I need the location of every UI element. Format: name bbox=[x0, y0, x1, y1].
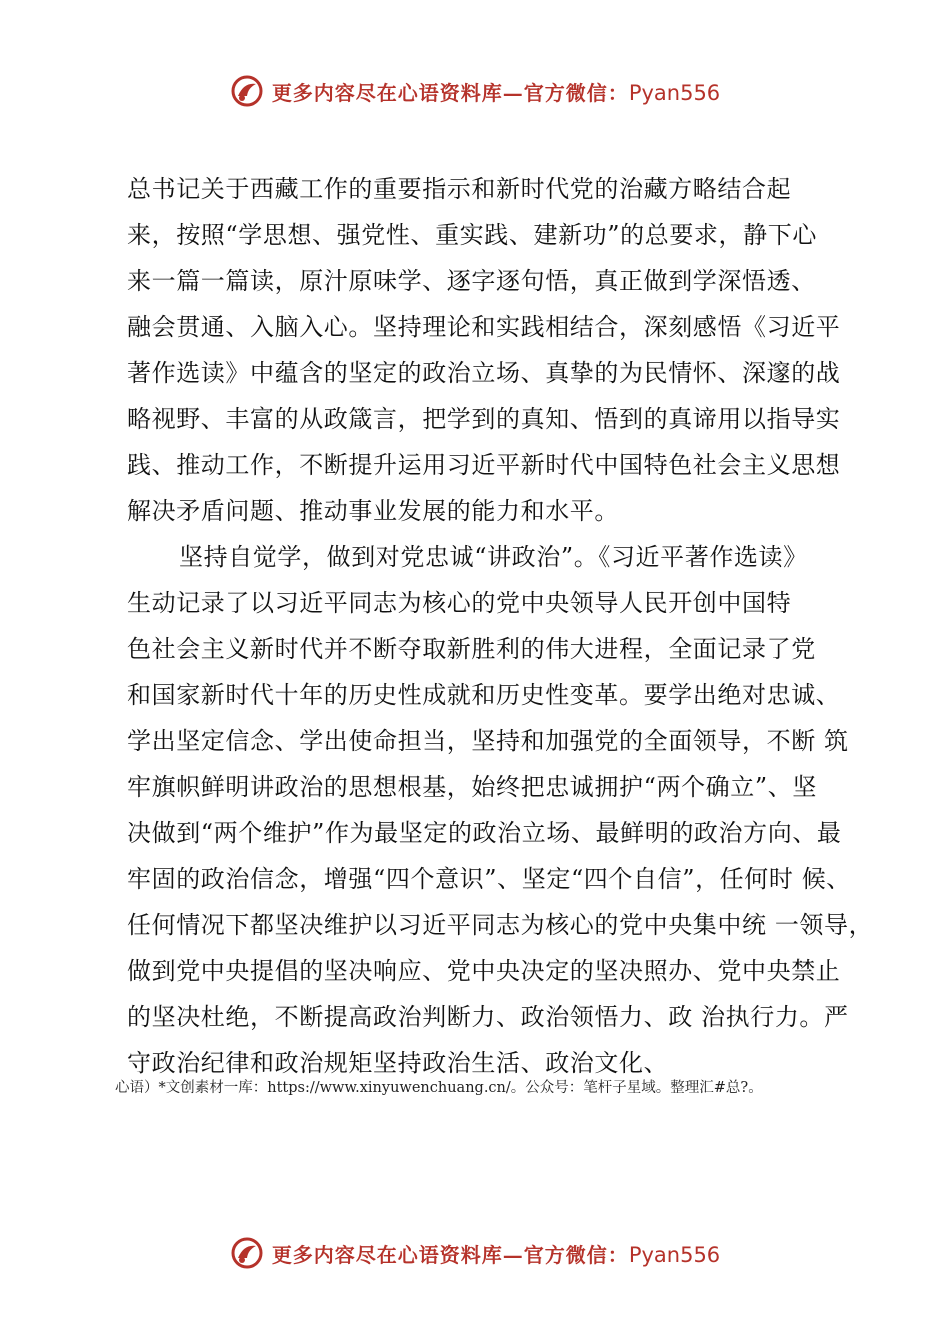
document-body bbox=[127, 166, 874, 1086]
text-line: 践、推动工作，不断提升运用习近平新时代中国特色社会主义思想 bbox=[127, 451, 841, 479]
text-line: 略视野、丰富的从政箴言，把学到的真知、悟到的真谛用以指导实 bbox=[127, 405, 841, 433]
watermark-text: 更多内容尽在心语资料库—官方微信：Pyan556 bbox=[271, 80, 721, 105]
paragraph-1 bbox=[127, 166, 867, 534]
watermark-text: 更多内容尽在心语资料库—官方微信：Pyan556 bbox=[271, 1242, 721, 1267]
footnote: 心语）*文创素材一库：https://www.xinyuwenchuang.cn/。公众号：笔杆子星域。整理汇#总?。 bbox=[115, 1080, 763, 1096]
watermark-wechat-id: Pyan556 bbox=[628, 80, 721, 105]
brand-logo-icon bbox=[230, 74, 264, 108]
text-line: 学出坚定信念、学出使命担当，坚持和加强党的全面领导，不断 筑 bbox=[127, 727, 849, 755]
text-line: 生动记录了以习近平同志为核心的党中央领导人民开创中国特 bbox=[127, 589, 792, 617]
footer-watermark bbox=[0, 1236, 950, 1270]
text-line: 色社会主义新时代并不断夺取新胜利的伟大进程，全面记录了党 bbox=[127, 635, 816, 663]
text-line: 总书记关于西藏工作的重要指示和新时代党的治藏方略结合起 bbox=[127, 175, 792, 203]
text-line: 守政治纪律和政治规矩坚持政治生活、政治文化、 bbox=[127, 1049, 669, 1077]
text-line: 来，按照“学思想、强党性、重实践、建新功”的总要求，静下心 bbox=[127, 221, 817, 249]
text-line: 决做到“两个维护”作为最坚定的政治立场、最鲜明的政治方向、最 bbox=[127, 819, 842, 847]
text-line: 牢旗帜鲜明讲政治的思想根基，始终把忠诚拥护“两个确立”、坚 bbox=[127, 773, 817, 801]
text-line: 做到党中央提倡的坚决响应、党中央决定的坚决照办、党中央禁止 bbox=[127, 957, 841, 985]
header-watermark bbox=[0, 74, 950, 108]
text-line: 著作选读》中蕴含的坚定的政治立场、真挚的为民情怀、深邃的战 bbox=[127, 359, 841, 387]
watermark-wechat-id: Pyan556 bbox=[628, 1242, 721, 1267]
text-line: 牢固的政治信念，增强“四个意识”、坚定“四个自信”，任何时 候、 bbox=[127, 865, 851, 893]
text-line: 解决矛盾问题、推动事业发展的能力和水平。 bbox=[127, 497, 619, 525]
text-line: 任何情况下都坚决维护以习近平同志为核心的党中央集中统 一领导， bbox=[127, 911, 874, 939]
text-line: 的坚决杜绝，不断提高政治判断力、政治领悟力、政 治执行力。严 bbox=[127, 1003, 849, 1031]
brand-logo-icon bbox=[230, 1236, 264, 1270]
text-line: 坚持自觉学，做到对党忠诚“讲政治”。《习近平著作选读》 bbox=[179, 543, 808, 571]
paragraph-2 bbox=[127, 534, 874, 1086]
text-line: 和国家新时代十年的历史性成就和历史性变革。要学出绝对忠诚、 bbox=[127, 681, 841, 709]
text-line: 融会贯通、入脑入心。坚持理论和实践相结合，深刻感悟《习近平 bbox=[127, 313, 841, 341]
text-line: 来一篇一篇读，原汁原味学、逐字逐句悟，真正做到学深悟透、 bbox=[127, 267, 816, 295]
